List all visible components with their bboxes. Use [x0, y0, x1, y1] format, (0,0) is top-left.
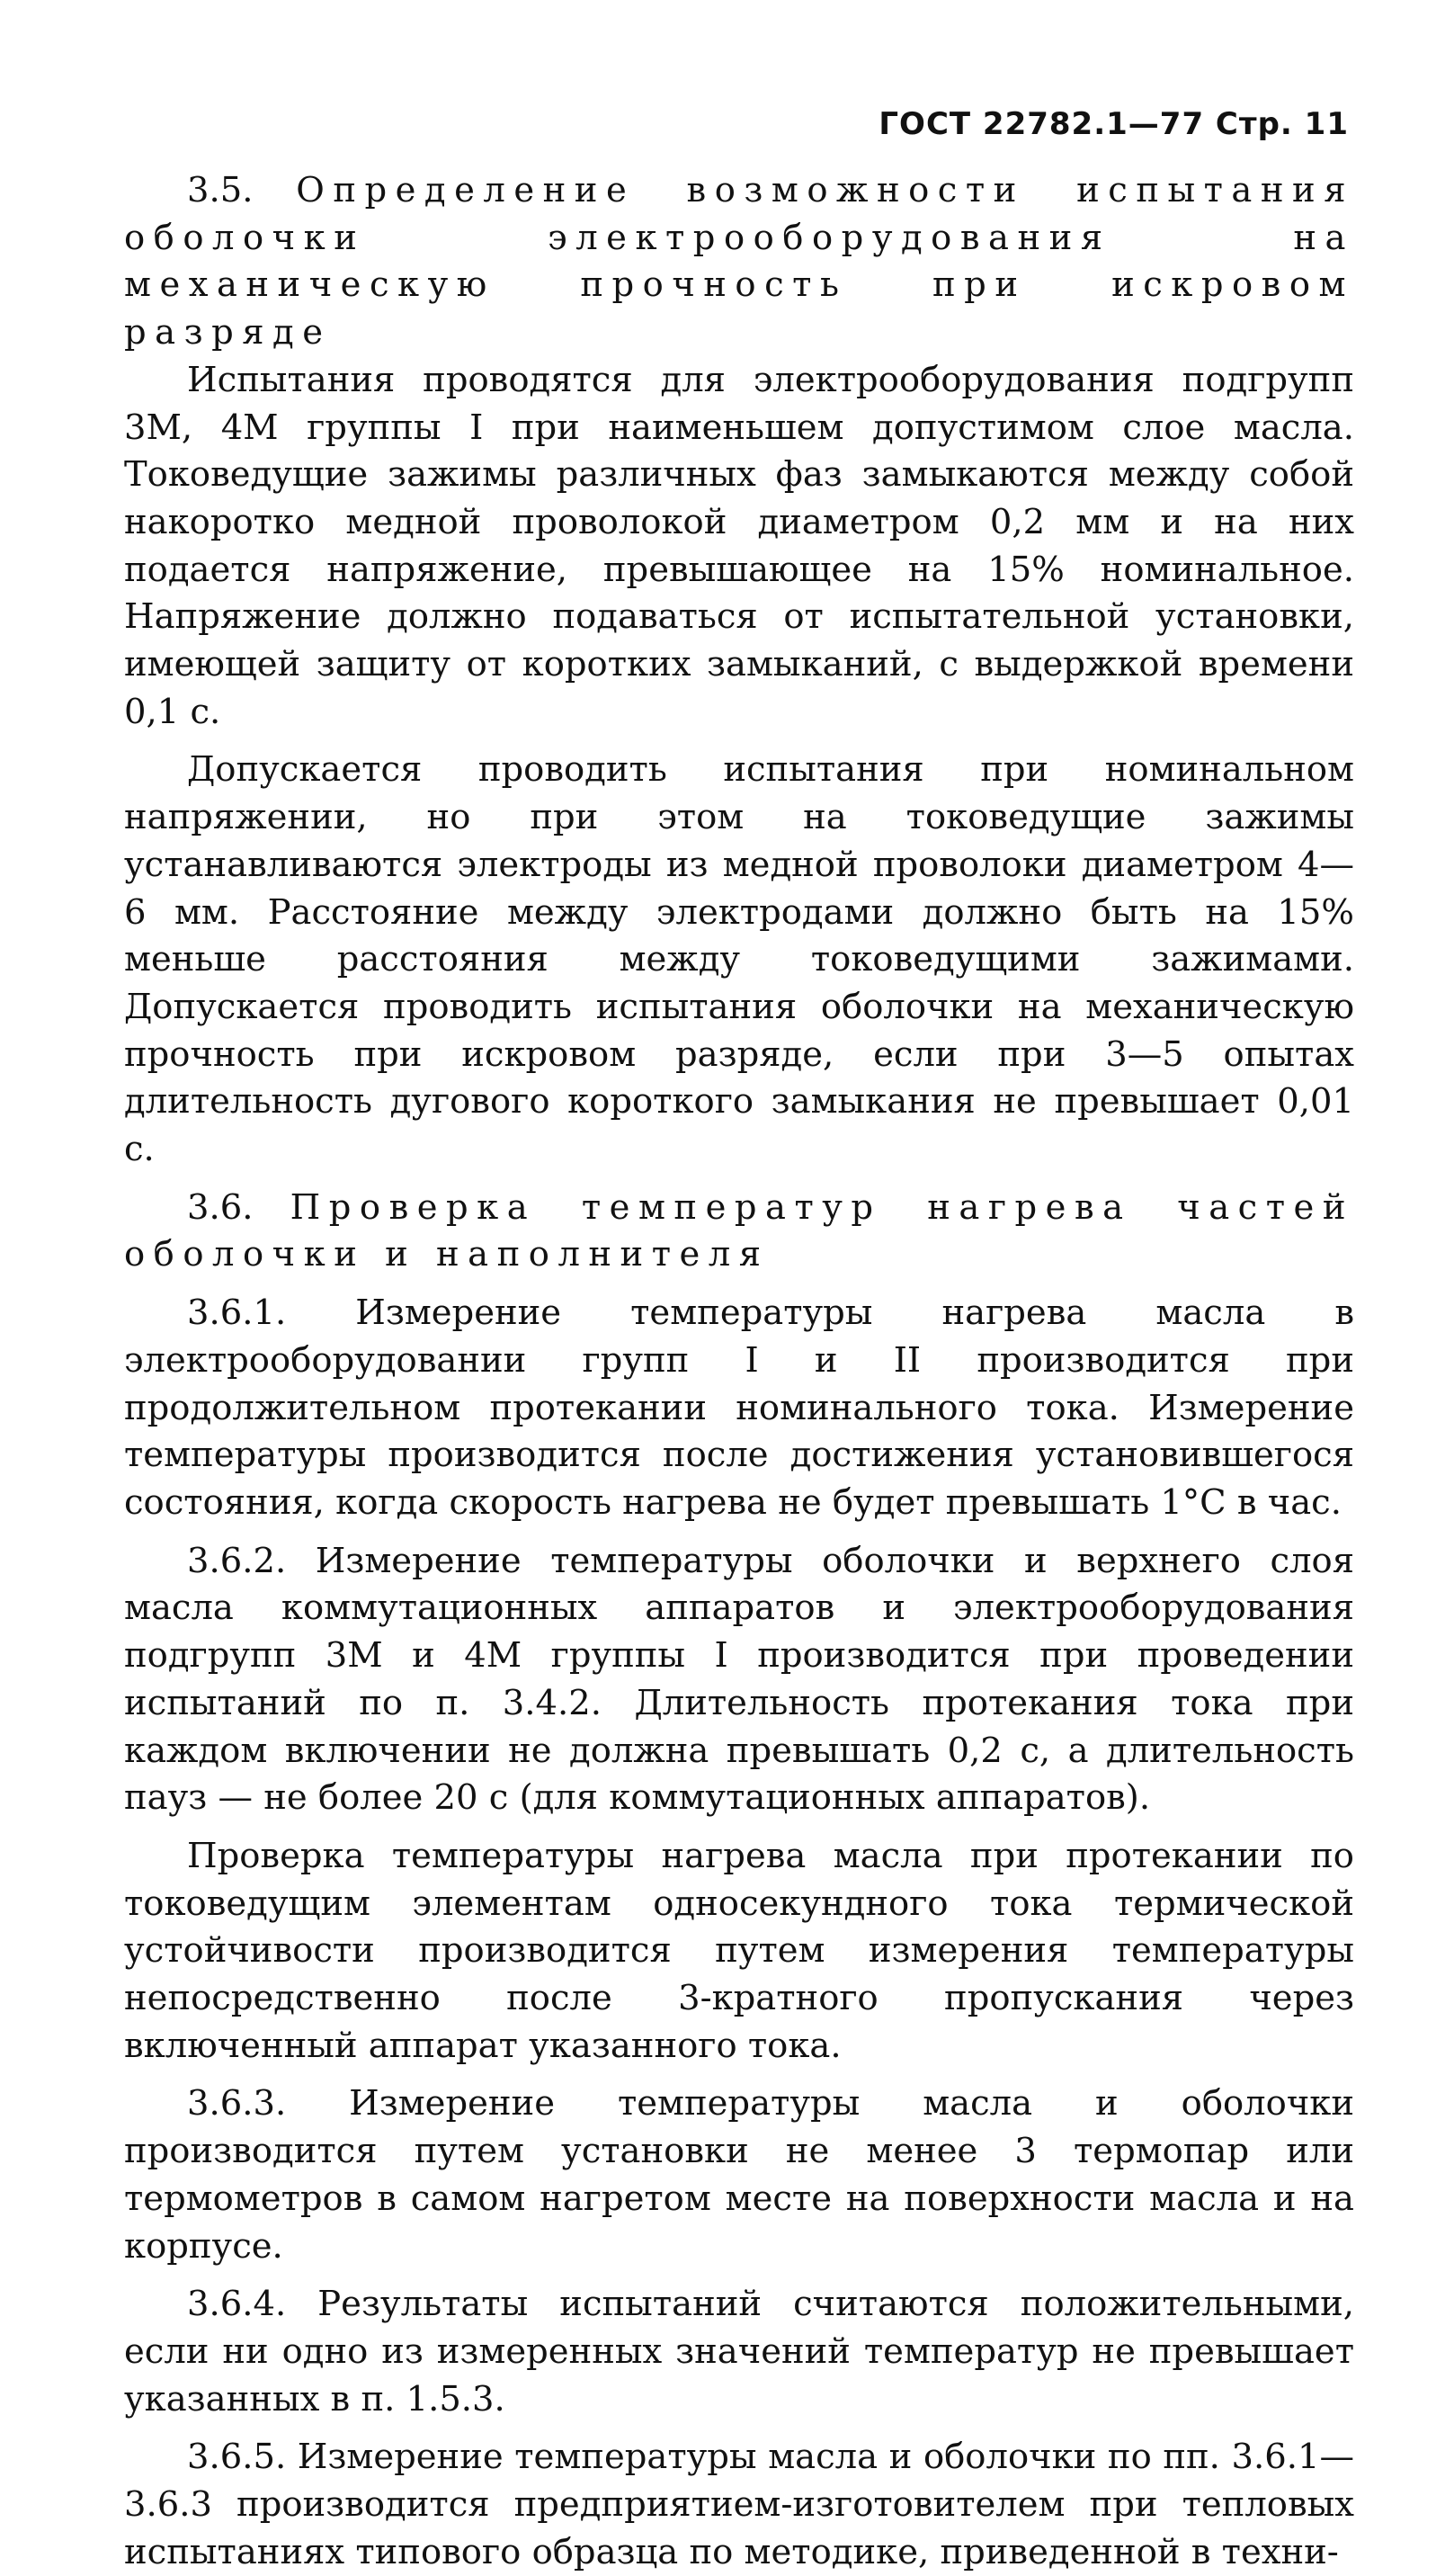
running-header: ГОСТ 22782.1—77 Стр. 11 — [879, 106, 1349, 142]
section-3-5-title: Определение возможности испытания оболочки электрооборудования на механическую прочность при искровом разряде — [124, 170, 1354, 353]
section-3-5-paragraph-2: Допускается проводить испытания при номинальном напряжении, но при этом на токоведущие зажимы устанавливаются электроды из медной проволоки диаметром 4—6 мм. Расстояние между электродами должно быть на 15% меньше расстояния между токоведущими зажимами. Допускается проводить испытания оболочки на механическую прочность при искровом разряде, если при 3—5 опытах длительность дугового короткого замыкания не превышает 0,01 с. — [124, 749, 1354, 1170]
section-3-6-number: 3.6. — [187, 1186, 254, 1228]
clause-3-6-2-continued: Проверка температуры нагрева масла при протекании по токоведущим элементам односекундного тока термической устойчивости производится путем измерения температуры непосредственно после 3-кратного пропускания через включенный аппарат указанного тока. — [124, 1835, 1354, 2066]
clause-3-6-5: 3.6.5. Измерение температуры масла и оболочки по пп. 3.6.1— 3.6.3 производится предприятием-изготовителем при тепловых испытаниях типового образца по методике, приведенной в техни- — [124, 2437, 1354, 2572]
body-text — [124, 167, 1354, 2576]
clause-3-6-3: 3.6.3. Измерение температуры масла и оболочки производится путем установки не менее 3 термопар или термометров в самом нагретом месте на поверхности масла и на корпусе. — [124, 2083, 1354, 2267]
clause-3-6-2: 3.6.2. Измерение температуры оболочки и верхнего слоя масла коммутационных аппаратов и электрооборудования подгрупп 3М и 4М группы I производится при проведении испытаний по п. 3.4.2. Длительность протекания тока при каждом включении не должна превышать 0,2 с, а длительность пауз — не более 20 с (для коммутационных аппаратов). — [124, 1540, 1354, 1819]
section-3-6-heading — [124, 1185, 1354, 1279]
section-3-5-number: 3.5. — [187, 170, 254, 210]
section-3-6-title: Проверка температур нагрева частей оболочки и наполнителя — [124, 1186, 1354, 1275]
section-3-5-heading — [124, 167, 1354, 357]
section-3-5-paragraph-1: Испытания проводятся для электрооборудования подгрупп 3М, 4М группы I при наименьшем допустимом слое масла. Токоведущие зажимы различных фаз замыкаются между собой накоротко медной проволокой диаметром 0,2 мм и на них подается напряжение, превышающее на 15% номинальное. Напряжение должно подаваться от испытательной установки, имеющей защиту от коротких замыканий, с выдержкой времени 0,1 с. — [124, 359, 1354, 732]
clause-3-6-1: 3.6.1. Измерение температуры нагрева масла в электрооборудовании групп I и II производится при продолжительном протекании номинального тока. Измерение температуры производится после достижения установившегося состояния, когда скорость нагрева не будет превышать 1°С в час. — [124, 1292, 1354, 1523]
clause-3-6-4: 3.6.4. Результаты испытаний считаются положительными, если ни одно из измеренных значений температур не превышает указанных в п. 1.5.3. — [124, 2284, 1354, 2419]
